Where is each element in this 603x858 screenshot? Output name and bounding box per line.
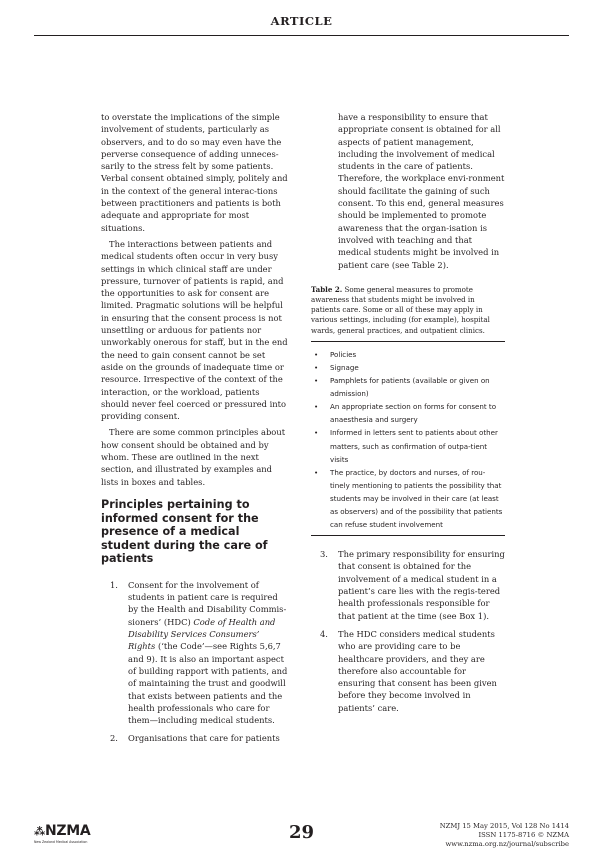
paragraph: The interactions between patients and medical students often occur in very busy settings in which clinical staff are under pressure, turnover of patients is rapid, and the opportunities to ask for consent are limited. Pragmatic solutions will be helpful in ensuring that the consent process is not unsettling or arduous for patients nor unworkably onerous for staff, but in the end the need to gain consent cannot be set aside on the grounds of inadequate time or resource. Irrespective of the context of the interaction, or the workload, patients should never feel coerced or pressured into providing consent. bbox=[101, 238, 288, 422]
code-title: Code of Health and Disability Services Consumers’ Rights bbox=[128, 616, 276, 652]
subscribe-link[interactable]: www.nzma.org.nz/journal/subscribe bbox=[445, 840, 569, 849]
section-label: ARTICLE bbox=[270, 14, 333, 28]
item-text: Organisations that care for patients bbox=[128, 733, 280, 744]
list-item: • An appropriate section on forms for consent to anaesthesia and surgery bbox=[314, 402, 497, 425]
list-item: • Informed in letters sent to patients about other matters, such as confirmation of outpa-tient visits bbox=[314, 428, 498, 464]
journal-meta: NZMJ 15 May 2015, Vol 128 No 1414 ISSN 1175-8716 © NZMA www.nzma.org.nz/journal/subscribe bbox=[439, 822, 569, 849]
item-number: 3. bbox=[320, 549, 328, 560]
list-item bbox=[101, 732, 289, 744]
item-text: The primary responsibility for ensuring that consent is obtained for the involvement of a medical student in a patient’s care lies with the regis-tered health professionals responsible for that patient at the time (see Box 1). bbox=[338, 549, 505, 621]
bullet-icon: • bbox=[314, 349, 319, 359]
list-item: • The practice, by doctors and nurses, of rou-tinely mentioning to patients the possibility that students may be involved in their care (at least as observers) and of the possibility that patients can refuse student involvement bbox=[314, 467, 503, 530]
page-number: 29 bbox=[288, 822, 315, 843]
principles-list-continued bbox=[311, 548, 505, 714]
bullet-icon: • bbox=[314, 376, 319, 386]
nzma-logo: ⁂NZMA New Zealand Medical Association bbox=[34, 823, 91, 844]
star-icon: ⁂ bbox=[34, 825, 45, 838]
item-number: 1. bbox=[110, 579, 118, 590]
section-heading: Principles pertaining to informed consent for the presence of a medical student during the care of patients bbox=[101, 497, 268, 566]
list-item bbox=[311, 548, 505, 622]
list-item: • Signage bbox=[311, 361, 505, 374]
list-item: • Policies bbox=[311, 348, 505, 361]
table-2-list bbox=[311, 348, 505, 536]
left-column bbox=[101, 111, 289, 751]
table-label: Table 2. bbox=[311, 284, 343, 294]
item-number: 4. bbox=[320, 628, 328, 639]
item-text: (‘the Code’—see Rights 5,6,7 and 9). It is also an important aspect of building rapport with patients, and of maintaining the trust and goodwill that exists between patients and the health professionals who care for them—including medical students. bbox=[128, 641, 288, 726]
item-text: The HDC considers medical students who are providing care to be healthcare providers, and they are therefore also accountable for ensuring that consent has been given before they become involved in patients’ care. bbox=[338, 628, 497, 713]
table-caption bbox=[311, 285, 505, 342]
list-item bbox=[311, 628, 505, 714]
paragraph: There are some common principles about how consent should be obtained and by whom. These are outlined in the next section, and illustrated by examples and lists in boxes and tables. bbox=[101, 427, 286, 487]
bullet-icon: • bbox=[314, 362, 319, 372]
bullet-icon: • bbox=[314, 402, 319, 412]
list-item bbox=[101, 579, 289, 727]
bullet-icon: • bbox=[314, 467, 319, 477]
list-item: • Pamphlets for patients (available or given on admission) bbox=[314, 376, 490, 399]
page-header bbox=[34, 14, 569, 36]
item-number: 2. bbox=[110, 733, 118, 744]
item-text: Consent for the involvement of students in patient care is required by the Health and Disability Commis-sioners’ (HDC) bbox=[128, 579, 287, 627]
bullet-icon: • bbox=[314, 428, 319, 438]
table-caption-text: Some general measures to promote awareness that students might be involved in patients care. Some or all of these may apply in various settings, including (for example), hospital wards, general practices, and outpatient clinics. bbox=[311, 284, 490, 335]
principles-list bbox=[101, 579, 289, 745]
right-column bbox=[311, 111, 505, 720]
paragraph: to overstate the implications of the simple involvement of students, particularly as observers, and to do so may even have the perverse consequence of adding unneces-sarily to the stress felt by some patients. Verbal consent obtained simply, politely and in the context of the general interac-tions between practitioners and patients is both adequate and appropriate for most situations. bbox=[101, 112, 288, 233]
paragraph: have a responsibility to ensure that appropriate consent is obtained for all aspects of patient management, including the involvement of medical students in the care of patients. Therefore, the workplace envi-ronment should facilitate the gaining of such consent. To this end, general measures should be implemented to promote awareness that the organ-isation is involved with teaching and that medical students might be involved in patient care (see Table 2). bbox=[338, 112, 505, 270]
